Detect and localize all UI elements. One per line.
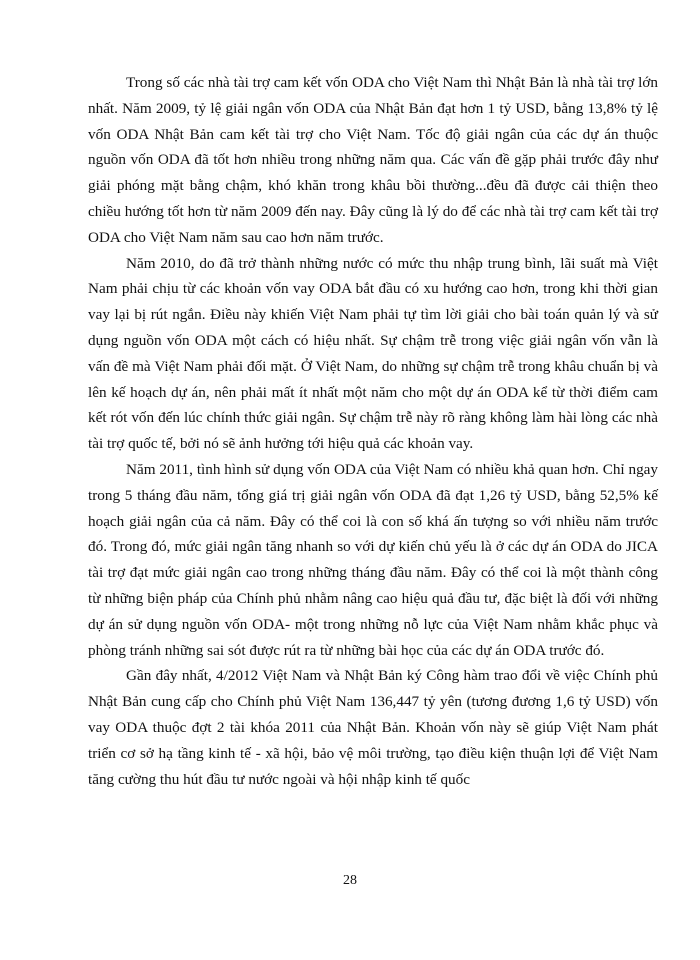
paragraph: Năm 2010, do đã trở thành những nước có mức thu nhập trung bình, lãi suất mà Việt Nam phải chịu từ các khoản vốn vay ODA bắt đầu có xu hướng cao hơn, trong khi thời gian vay lại bị rút ngắn. Điều này khiến Việt Nam phải tự tìm lời giải cho bài toán quản lý và sử dụng nguồn vốn ODA một cách có hiệu nhất. Sự chậm trễ trong việc giải ngân vốn vẫn là vấn đề mà Việt Nam phải đối mặt. Ở Việt Nam, do những sự chậm trễ trong khâu chuẩn bị và lên kế hoạch dự án, nên phải mất ít nhất một năm cho một dự án ODA kể từ thời điểm cam kết rót vốn đến lúc chính thức giải ngân. Sự chậm trễ này rõ ràng không làm hài lòng các nhà tài trợ quốc tế, bởi nó sẽ ảnh hưởng tới hiệu quả các khoản vay.	[88, 254, 658, 453]
page-number: 28	[343, 873, 357, 888]
paragraph: Năm 2011, tình hình sử dụng vốn ODA của Việt Nam có nhiều khả quan hơn. Chỉ ngay trong 5 tháng đầu năm, tổng giá trị giải ngân vốn ODA đã đạt 1,26 tỷ USD, bằng 52,5% kế hoạch giải ngân của cả năm. Đây có thể coi là con số khá ấn tượng so với nhiều năm trước đó. Trong đó, mức giải ngân tăng nhanh so với dự kiến chủ yếu là ở các dự án ODA do JICA tài trợ đạt mức giải ngân cao trong những tháng đầu năm. Đây có thể coi là một thành công từ những biện pháp của Chính phủ nhằm nâng cao hiệu quả đầu tư, đặc biệt là đối với những dự án sử dụng nguồn vốn ODA- một trong những nỗ lực của Việt Nam nhằm khắc phục và phòng tránh những sai sót được rút ra từ những bài học của các dự án ODA trước đó.	[88, 460, 658, 659]
body-text	[88, 70, 658, 792]
paragraph: Gần đây nhất, 4/2012 Việt Nam và Nhật Bản ký Công hàm trao đổi về việc Chính phủ Nhật Bản cung cấp cho Chính phủ Việt Nam 136,447 tỷ yên (tương đương 1,6 tỷ USD) vốn vay ODA thuộc đợt 2 tài khóa 2011 của Nhật Bản. Khoản vốn này sẽ giúp Việt Nam phát triển cơ sở hạ tầng kinh tế - xã hội, bảo vệ môi trường, tạo điều kiện thuận lợi để Việt Nam tăng cường thu hút đầu tư nước ngoài và hội nhập kinh tế quốc	[88, 667, 658, 788]
paragraph: Trong số các nhà tài trợ cam kết vốn ODA cho Việt Nam thì Nhật Bản là nhà tài trợ lớn nhất. Năm 2009, tỷ lệ giải ngân vốn ODA của Nhật Bản đạt hơn 1 tỷ USD, bằng 13,8% tỷ lệ vốn ODA Nhật Bản cam kết tài trợ cho Việt Nam. Tốc độ giải ngân của các dự án thuộc nguồn vốn ODA đã tốt hơn nhiều trong những năm qua. Các vấn đề gặp phải trước đây như giải phóng mặt bằng chậm, khó khăn trong khâu bồi thường...đều đã được cải thiện theo chiều hướng tốt hơn từ năm 2009 đến nay. Đây cũng là lý do để các nhà tài trợ cam kết tài trợ ODA cho Việt Nam năm sau cao hơn năm trước.	[88, 74, 658, 246]
